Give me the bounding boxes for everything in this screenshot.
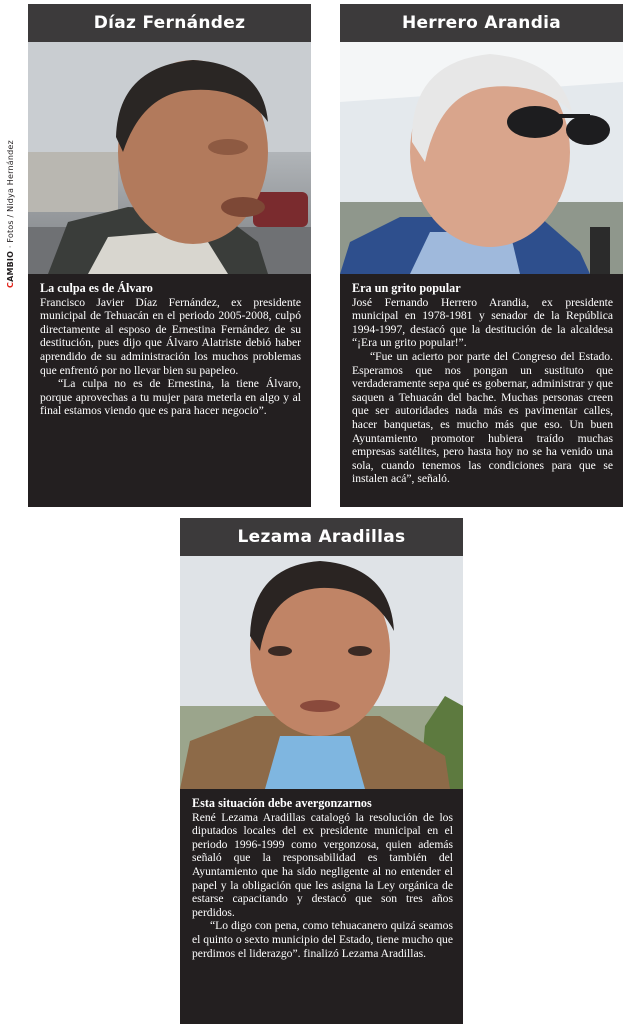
portrait-man-tweed-jacket-icon [180,556,463,789]
card-paragraph: “Fue un acierto por parte del Congreso del Estado. Esperamos que nos pongan un sustituto que verdaderamente sepa qué es gobernar, administrar y que saquen a Tehuacán del bache. Muchas personas creen que ser autoridades nada más es pavimentar calles, hacer banquetas, es mucho más que eso. Un buen Ayuntamiento promotor hubiera traído muchas empresas satélites, pero hasta hoy no se ha venido una sola, cuando tenemos las condiciones para que se instalen acá”, señaló. [352,349,613,486]
card-subhead: Esta situación debe avergonzarnos [192,796,372,810]
portrait-man-gray-hair-icon [28,42,311,274]
photo-credit [6,108,20,288]
brand-name: AMBIO [6,250,15,282]
card-name: Herrero Arandia [340,4,623,42]
card-paragraph: Francisco Javier Díaz Fernández, ex presidente municipal de Tehuacán en el periodo 2005-2008, culpó directamente al esposo de Ernestina Fernández de su destitución, pues dijo que Álvaro Alatriste debió haber aprendido de su administración los muchos problemas que enfrentó por no llevar bien su papeleo. [40,295,301,377]
portrait-man-sunglasses-icon [340,42,623,274]
credit-text: · Fotos / Nidya Hernández [6,140,15,251]
card-paragraph: “Lo digo con pena, como tehuacanero quizá seamos el quinto o sexto municipio del Estado, tiene mucho que perdimos el liderazgo”. finalizó Lezama Aradillas. [192,919,453,960]
card-body [28,274,311,418]
brand-initial: C [6,281,15,288]
card-name: Díaz Fernández [28,4,311,42]
profile-card-diaz [28,4,311,507]
card-paragraph: José Fernando Herrero Arandia, ex presidente municipal en 1978-1981 y senador de la República 1994-1997, destacó que la destitución de la alcaldesa “¡Era un grito popular!”. [352,295,613,350]
profile-card-herrero [340,4,623,507]
card-name: Lezama Aradillas [180,518,463,556]
card-paragraph: René Lezama Aradillas catalogó la resolución de los diputados locales del ex presidente municipal en el periodo 1996-1999 como vergonzosa, quien además señaló que la responsabilidad es también del Ayuntamiento que ha sido negligente al no entender el papel y la obligación que les asigna la Ley orgánica de estarse capacitando y destacó que son tres años perdidos. [192,810,453,919]
card-subhead: La culpa es de Álvaro [40,281,153,295]
card-body [340,274,623,486]
card-body [180,789,463,960]
card-subhead: Era un grito popular [352,281,461,295]
profile-card-lezama [180,518,463,1024]
card-paragraph: “La culpa no es de Ernestina, la tiene Álvaro, porque aprovechas a tu mujer para meterla en algo y al final estamos viendo que es para hacer negocio”. [40,377,301,418]
